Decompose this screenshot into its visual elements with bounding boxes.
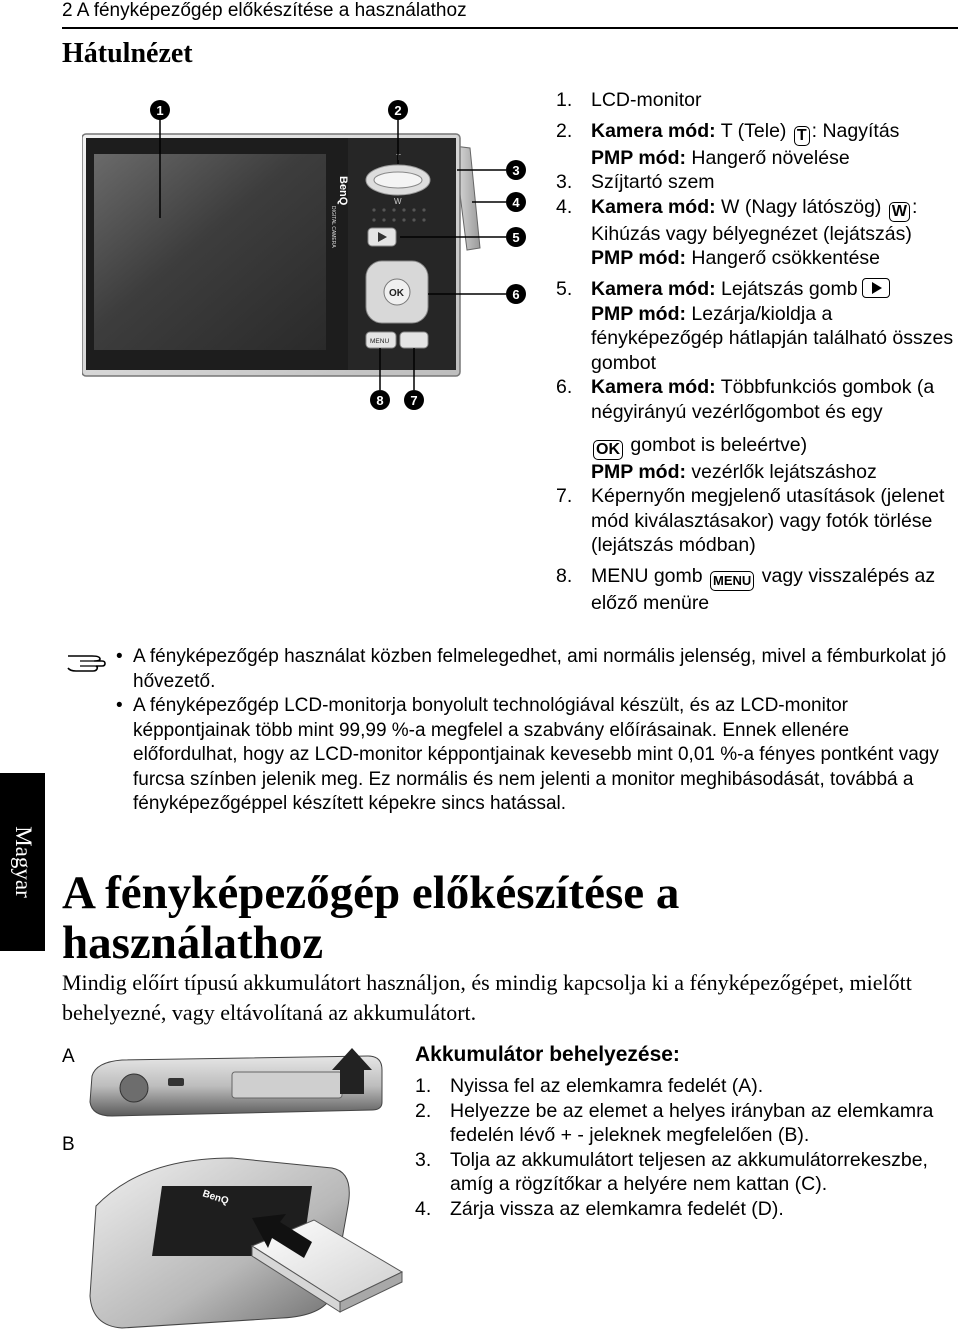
callout-list (556, 88, 956, 616)
step-number: 1. (415, 1075, 432, 1097)
item-number: 2. (556, 119, 573, 142)
battery-insertion-illustration (82, 1046, 412, 1331)
callout-number: 3 (512, 163, 520, 178)
callout-number: 5 (512, 230, 520, 245)
item-text: Képernyőn megjelenő utasítások (jelenet mód kiválasztásakor) vagy fotók törlése (lejátszás módban) (591, 485, 945, 557)
item-text: Hangerő csökkentése (685, 247, 881, 270)
step-text: Tolja az akkumulátort teljesen az akkumulátorrekeszbe, amíg a rögzítőkar a helyére nem kattan (C). (450, 1148, 928, 1196)
list-item (556, 119, 956, 171)
note-hand-icon (66, 648, 106, 674)
item-number: 7. (556, 485, 573, 508)
wide-key-icon: W (889, 202, 910, 222)
item-text: LCD-monitor (591, 89, 702, 111)
tele-key-icon: T (794, 126, 810, 146)
list-item (415, 1074, 955, 1099)
mode-label: Kamera mód: (591, 277, 716, 300)
list-item (415, 1197, 955, 1222)
callout-number: 1 (156, 103, 164, 118)
mode-label: PMP mód: (591, 302, 686, 325)
list-item (556, 484, 956, 558)
model-label: DIGITAL CAMERA (330, 206, 336, 248)
list-item (415, 1148, 955, 1197)
item-number: 5. (556, 277, 573, 300)
item-text: Lezárja/kioldja a fényképezőgép hátlapján található összes gombot (591, 302, 954, 374)
section-title: Hátulnézet (62, 38, 193, 69)
mode-label: Kamera mód: (591, 119, 716, 142)
item-number: 1. (556, 89, 573, 111)
battery-steps (415, 1074, 955, 1222)
item-number: 3. (556, 171, 573, 194)
ok-key-label: OK (389, 288, 404, 299)
callout-number: 2 (394, 103, 402, 118)
play-icon (862, 278, 890, 298)
list-item (556, 170, 956, 195)
camera-rear-illustration (82, 98, 552, 416)
running-header: 2 A fényképezőgép előkészítése a használathoz (62, 0, 467, 21)
list-item (556, 564, 956, 616)
figure-label-b: B (62, 1134, 75, 1155)
step-text: Nyissa fel az elemkamra fedelét (A). (450, 1075, 764, 1097)
ok-key-icon: OK (593, 440, 623, 460)
step-number: 3. (415, 1148, 432, 1171)
mode-label: Kamera mód: (591, 195, 716, 218)
callout-number: 7 (410, 393, 418, 408)
battery-heading: Akkumulátor behelyezése: (415, 1043, 680, 1066)
list-item (556, 375, 956, 484)
item-text: W (Nagy látószög) (715, 195, 887, 218)
step-number: 4. (415, 1197, 432, 1220)
step-text: Zárja vissza az elemkamra fedelét (D). (450, 1197, 784, 1220)
callout-number: 8 (376, 393, 384, 408)
item-text: vezérlők lejátszáshoz (685, 460, 877, 483)
item-text: Többfunkciós gombok (a négyirányú vezérlőgombot és egy (591, 376, 935, 423)
list-item (556, 88, 956, 113)
notes-list (114, 645, 954, 817)
intro-paragraph: Mindig előírt típusú akkumulátort használjon, és mindig kapcsolja ki a fényképezőgépet, mielőtt behelyezné, vagy eltávolítaná az akkumulátort. (62, 970, 912, 1025)
list-item (556, 277, 956, 375)
t-key-label: T (396, 153, 401, 162)
menu-key-icon: MENU (710, 571, 754, 591)
item-text: Kihúzás vagy bélyegnézet (lejátszás) (591, 222, 912, 245)
item-text: Hangerő növelése (685, 146, 850, 169)
callout-number: 4 (512, 195, 520, 210)
mode-label: Kamera mód: (591, 376, 716, 399)
mode-label: PMP mód: (591, 247, 686, 270)
item-text: vagy visszalépés az előző menüre (591, 564, 936, 614)
list-item: • A fényképezőgép LCD-monitorja bonyolult technológiával készült, és az LCD-monitor képpontjainak több mint 99,99 %-a megfelel a szabvány előírásainak. Ennek ellenére előfordulhat, hogy az LCD-monitor képpontjainak kevesebb mint 0,01 %-a fényes pontként vagy furcsa színben jelenik meg. Ez normális és nem jelenti a monitor meghibásodását, továbbá a fényképezőgéppel készített képekre sincs hatással. (114, 694, 954, 817)
list-item (415, 1099, 955, 1148)
item-number: 4. (556, 195, 573, 218)
language-label: Magyar (10, 826, 36, 898)
mode-label: PMP mód: (591, 146, 686, 169)
brand-label: BenQ (337, 176, 349, 206)
w-key-label: W (394, 197, 402, 206)
menu-key-label: MENU (370, 338, 390, 345)
item-text: gombot is beleértve) (625, 433, 808, 456)
language-tab (0, 773, 45, 951)
battery-fig-brand: BenQ (201, 1188, 230, 1208)
callout-number: 6 (512, 287, 520, 302)
mode-label: PMP mód: (591, 460, 686, 483)
chapter-title: A fényképezőgép előkészítése a használathoz (62, 867, 680, 969)
item-text: Szíjtartó szem (591, 171, 715, 194)
item-text: : Nagyítás (811, 119, 900, 142)
header-rule (62, 27, 958, 29)
item-text: Lejátszás gomb (715, 277, 858, 300)
item-text: : (911, 195, 918, 218)
step-number: 2. (415, 1099, 432, 1122)
list-item: • A fényképezőgép használat közben felmelegedhet, ami normális jelenség, mivel a fémburkolat jó hővezető. (114, 645, 954, 694)
item-number: 6. (556, 376, 573, 399)
list-item (556, 195, 956, 271)
item-number: 8. (556, 564, 573, 587)
figure-label-a: A (62, 1046, 75, 1067)
item-text: T (Tele) (715, 119, 792, 142)
step-text: Helyezze be az elemet a helyes irányban az elemkamra fedelén lévő + - jeleknek megfelelően (B). (450, 1099, 934, 1147)
item-text: MENU gomb (591, 564, 709, 587)
